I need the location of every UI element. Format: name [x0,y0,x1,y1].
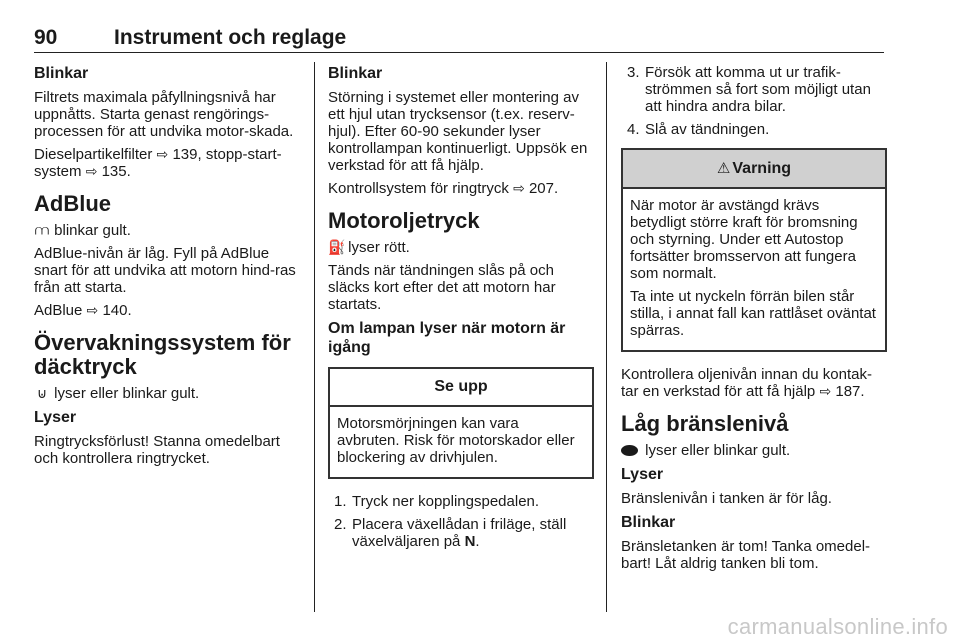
steps-list [328,493,594,550]
warning-title: ⚠ Varning [623,150,885,189]
arrow-icon: ⇨ [513,180,525,196]
column-3 [621,64,887,578]
om-lampan-heading: Om lampan lyser när motorn är igång [328,320,566,356]
oil-status: ⛽ lyser rött. [328,239,410,256]
warning-text: När motor är avstängd krävs betydligt större kraft för bromsning och styrning. Under ett Autostop fortsätter bromsservon att fungera som normalt. [630,197,858,282]
tpms-status: ⊍ lyser eller blinkar gult. [34,385,304,402]
column-1 [34,64,304,473]
steps-list [621,64,887,138]
tpms-heading: Övervakningssystem för däcktryck [34,330,291,379]
watermark: carmanualsonline.info [727,614,948,639]
arrow-icon: ⇨ [86,302,99,318]
oil-text: Tänds när tändningen slås på och släcks kort efter det att motorn har startats. [328,262,556,313]
adblue-text: AdBlue-nivån är låg. Fyll på AdBlue snart för att undvika att motorn hind-ras från att starta. [34,245,296,296]
warning-box [621,148,887,352]
column-divider [606,62,607,612]
blinkar-heading: Blinkar [621,514,676,531]
page-ref[interactable]: 135 [101,163,127,180]
caution-box [328,367,594,479]
adblue-heading: AdBlue [34,191,111,216]
column-divider [314,62,315,612]
page-ref[interactable]: 139 [172,146,198,163]
blinkar-heading: Blinkar [328,65,383,82]
list-item: 1. Tryck ner kopplingspedalen. [334,493,540,510]
fuel-heading: Låg bränslenivå [621,411,789,436]
lyser-text: Bränslenivån i tanken är för låg. [621,490,832,507]
caution-title: Se upp [330,369,592,407]
caution-text: Motorsmörjningen kan vara avbruten. Risk för motorskador eller blockering av drivhjulen. [337,415,575,466]
blinkar-text: Filtrets maximala påfyllningsnivå har uppnåtts. Starta genast rengörings-processen för att undvika motor-skada. [34,89,294,140]
arrow-icon: ⇨ [156,146,169,162]
adblue-status: ⩋ blinkar gult. [34,222,131,239]
kontroll-reference: Kontrollsystem för ringtryck ⇨ 207. [328,180,559,197]
column-2 [328,64,594,556]
list-item: 4. Slå av tändningen. [627,121,770,138]
arrow-icon: ⇨ [85,163,98,179]
page-ref[interactable]: 187 [835,383,861,400]
arrow-icon: ⇨ [819,383,832,399]
page-title: Instrument och reglage [114,26,347,49]
blinkar-text: Bränsletanken är tom! Tanka omedel-bart! Låt aldrig tanken bli tom. [621,538,871,572]
warning-text: Ta inte ut nyckeln förrän bilen står stilla, i annat fall kan rattlåset oväntat spärras. [630,288,876,339]
page-ref[interactable]: 207 [528,180,554,197]
blinkar-text: Störning i systemet eller montering av ett hjul utan trycksensor (t.ex. reserv-hjul). Efter 60-90 sekunder lyser kontrollampan kontinuerligt. Uppsök en verkstad för att få hjälp. [328,89,588,174]
oil-pressure-heading: Motoroljetryck [328,208,480,233]
adblue-reference: AdBlue ⇨ 140. [34,302,132,319]
lyser-text: Ringtrycksförlust! Stanna omedelbart och kontrollera ringtrycket. [34,433,280,467]
list-item: 3. Försök att komma ut ur trafik-strömmen så fort som möjligt utan att hindra andra bilar. [627,64,871,115]
fuel-status: lyser eller blinkar gult. [621,442,887,459]
diesel-reference: Dieselpartikelfilter ⇨ 139, stopp-start-system ⇨ 135. [34,146,282,180]
page-ref[interactable]: 140 [102,302,128,319]
warning-icon: ⚠ [716,160,731,177]
oil-check-reference: Kontrollera oljenivån innan du kontak-tar en verkstad för att få hjälp ⇨ 187. [621,366,872,400]
list-item: 2. Placera växellådan i friläge, ställ växelväljaren på N. [334,516,567,550]
page-number: 90 [34,26,58,49]
blinkar-heading: Blinkar [34,65,89,82]
oil-can-icon: ⛽ [328,239,346,255]
lyser-heading: Lyser [34,409,77,426]
lyser-heading: Lyser [621,466,664,483]
adblue-icon: ⩋ [34,222,50,238]
tire-pressure-icon: ⊍ [36,385,48,401]
fuel-icon [621,445,638,456]
page-header [34,26,884,53]
